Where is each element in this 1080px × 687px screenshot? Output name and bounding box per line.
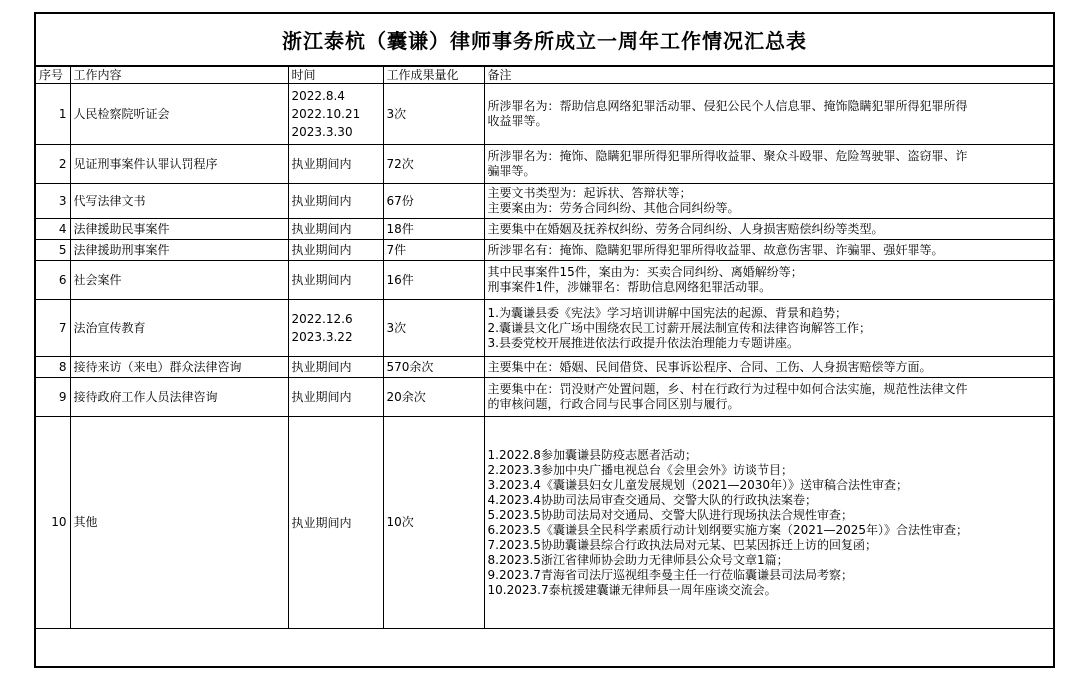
work-remark <box>484 417 1053 629</box>
work-result: 67份 <box>383 184 484 219</box>
remark-line: 主要集中在：婚姻、民间借贷、民事诉讼程序、合同、工伤、人身损害赔偿等方面。 <box>487 359 932 374</box>
remark-line: 10.2023.7泰杭援建囊谦无律师县一周年座谈交流会。 <box>487 582 777 597</box>
table-row <box>36 417 1053 629</box>
row-number: 6 <box>36 261 70 300</box>
work-remark <box>484 145 1053 184</box>
work-content: 接待来访（来电）群众法律咨询 <box>70 357 288 378</box>
work-content: 法律援助民事案件 <box>70 219 288 240</box>
work-time <box>288 378 383 417</box>
remark-line: 主要文书类型为：起诉状、答辩状等； <box>487 186 692 200</box>
remark-line: 收益罪等。 <box>487 114 548 128</box>
remark-line: 的审核问题，行政合同与民事合同区别与履行。 <box>487 397 740 411</box>
work-content: 法律援助刑事案件 <box>70 240 288 261</box>
work-content: 社会案件 <box>70 261 288 300</box>
remark-line: 所涉罪名为：掩饰、隐瞒犯罪所得犯罪所得收益罪、聚众斗殴罪、危险驾驶罪、盗窃罪、诈 <box>487 149 968 163</box>
work-result: 72次 <box>383 145 484 184</box>
remark-line: 骗罪等。 <box>487 164 536 178</box>
work-time <box>288 84 383 145</box>
remark-line: 4.2023.4协助司法局审查交通局、交警大队的行政执法案卷； <box>487 492 817 507</box>
time-line: 2023.3.30 <box>291 125 353 139</box>
work-content: 人民检察院听证会 <box>70 84 288 145</box>
time-line: 执业期间内 <box>291 243 352 257</box>
remark-line: 7.2023.5协助囊谦县综合行政执法局对元某、巴某因拆迁上访的回复函； <box>487 537 877 552</box>
time-line: 2022.12.6 <box>291 312 353 326</box>
time-line: 执业期间内 <box>291 194 352 208</box>
summary-sheet <box>34 12 1055 668</box>
time-line: 2022.10.21 <box>291 107 361 121</box>
row-number: 4 <box>36 219 70 240</box>
remark-line: 6.2023.5《囊谦县全民科学素质行动计划纲要实施方案（2021—2025年）》合法性审查； <box>487 522 969 537</box>
header-remark: 备注 <box>484 67 1053 84</box>
time-line: 执业期间内 <box>291 273 352 287</box>
remark-line: 所涉罪名为：帮助信息网络犯罪活动罪、侵犯公民个人信息罪、掩饰隐瞒犯罪所得犯罪所得 <box>487 99 968 113</box>
header-time: 时间 <box>288 67 383 84</box>
table-row <box>36 300 1053 357</box>
work-result: 570余次 <box>383 357 484 378</box>
row-number: 9 <box>36 378 70 417</box>
row-number: 7 <box>36 300 70 357</box>
table-row <box>36 84 1053 145</box>
work-time <box>288 261 383 300</box>
work-remark <box>484 219 1053 240</box>
work-time <box>288 184 383 219</box>
row-number: 5 <box>36 240 70 261</box>
header-row <box>36 67 1053 84</box>
time-line: 2023.3.22 <box>291 330 353 344</box>
work-remark <box>484 357 1053 378</box>
work-time <box>288 357 383 378</box>
remark-line: 刑事案件1件，涉嫌罪名：帮助信息网络犯罪活动罪。 <box>487 280 772 294</box>
work-time <box>288 300 383 357</box>
table-row <box>36 240 1053 261</box>
remark-line: 3.2023.4《囊谦县妇女儿童发展规划（2021—2030年）》送审稿合法性审查； <box>487 477 909 492</box>
header-result: 工作成果量化 <box>383 67 484 84</box>
remark-line: 主要案由为：劳务合同纠纷、其他合同纠纷等。 <box>487 201 740 215</box>
time-line: 2022.8.4 <box>291 89 345 103</box>
work-content: 法治宣传教育 <box>70 300 288 357</box>
time-line: 执业期间内 <box>291 390 352 404</box>
header-content: 工作内容 <box>70 67 288 84</box>
work-result: 20余次 <box>383 378 484 417</box>
remark-line: 9.2023.7青海省司法厅巡视组李曼主任一行莅临囊谦县司法局考察； <box>487 567 853 582</box>
sheet-title: 浙江泰杭（囊谦）律师事务所成立一周年工作情况汇总表 <box>36 14 1053 66</box>
row-number: 10 <box>36 417 70 629</box>
table-row <box>36 357 1053 378</box>
work-result: 18件 <box>383 219 484 240</box>
work-content: 代写法律文书 <box>70 184 288 219</box>
summary-table <box>36 66 1053 629</box>
work-time <box>288 240 383 261</box>
row-number: 2 <box>36 145 70 184</box>
remark-line: 1.为囊谦县委《宪法》学习培训讲解中国宪法的起源、背景和趋势； <box>487 305 847 320</box>
work-result: 7件 <box>383 240 484 261</box>
work-time <box>288 219 383 240</box>
table-row <box>36 184 1053 219</box>
time-line: 执业期间内 <box>291 515 352 530</box>
row-number: 1 <box>36 84 70 145</box>
time-line: 执业期间内 <box>291 157 352 171</box>
work-remark <box>484 378 1053 417</box>
remark-line: 所涉罪名有：掩饰、隐瞒犯罪所得犯罪所得收益罪、故意伤害罪、诈骗罪、强奸罪等。 <box>487 242 944 257</box>
row-number: 3 <box>36 184 70 219</box>
work-remark <box>484 300 1053 357</box>
work-result: 10次 <box>383 417 484 629</box>
work-time <box>288 417 383 629</box>
time-line: 执业期间内 <box>291 360 352 374</box>
remark-line: 5.2023.5协助司法局对交通局、交警大队进行现场执法合规性审查； <box>487 507 853 522</box>
remark-line: 2.2023.3参加中央广播电视总台《会里会外》访谈节目； <box>487 462 793 477</box>
work-result: 3次 <box>383 84 484 145</box>
work-content: 见证刑事案件认罪认罚程序 <box>70 145 288 184</box>
remark-line: 3.县委党校开展推进依法行政提升依法治理能力专题讲座。 <box>487 335 799 350</box>
remark-line: 2.囊谦县文化广场中围绕农民工讨薪开展法制宣传和法律咨询解答工作； <box>487 320 871 335</box>
remark-line: 主要集中在：罚没财产处置问题，乡、村在行政行为过程中如何合法实施，规范性法律文件 <box>487 382 968 396</box>
time-line: 执业期间内 <box>291 222 352 236</box>
work-result: 3次 <box>383 300 484 357</box>
table-row <box>36 145 1053 184</box>
work-remark <box>484 240 1053 261</box>
work-remark <box>484 261 1053 300</box>
work-result: 16件 <box>383 261 484 300</box>
header-no: 序号 <box>36 67 70 84</box>
work-content: 接待政府工作人员法律咨询 <box>70 378 288 417</box>
remark-line: 8.2023.5浙江省律师协会助力无律师县公众号文章1篇； <box>487 552 789 567</box>
work-remark <box>484 84 1053 145</box>
remark-line: 主要集中在婚姻及抚养权纠纷、劳务合同纠纷、人身损害赔偿纠纷等类型。 <box>487 221 884 236</box>
remark-line: 1.2022.8参加囊谦县防疫志愿者活动； <box>487 447 697 462</box>
table-row <box>36 261 1053 300</box>
work-time <box>288 145 383 184</box>
table-row <box>36 219 1053 240</box>
row-number: 8 <box>36 357 70 378</box>
table-row <box>36 378 1053 417</box>
work-remark <box>484 184 1053 219</box>
remark-line: 其中民事案件15件，案由为：买卖合同纠纷、离婚解纷等； <box>487 265 803 279</box>
work-content: 其他 <box>70 417 288 629</box>
